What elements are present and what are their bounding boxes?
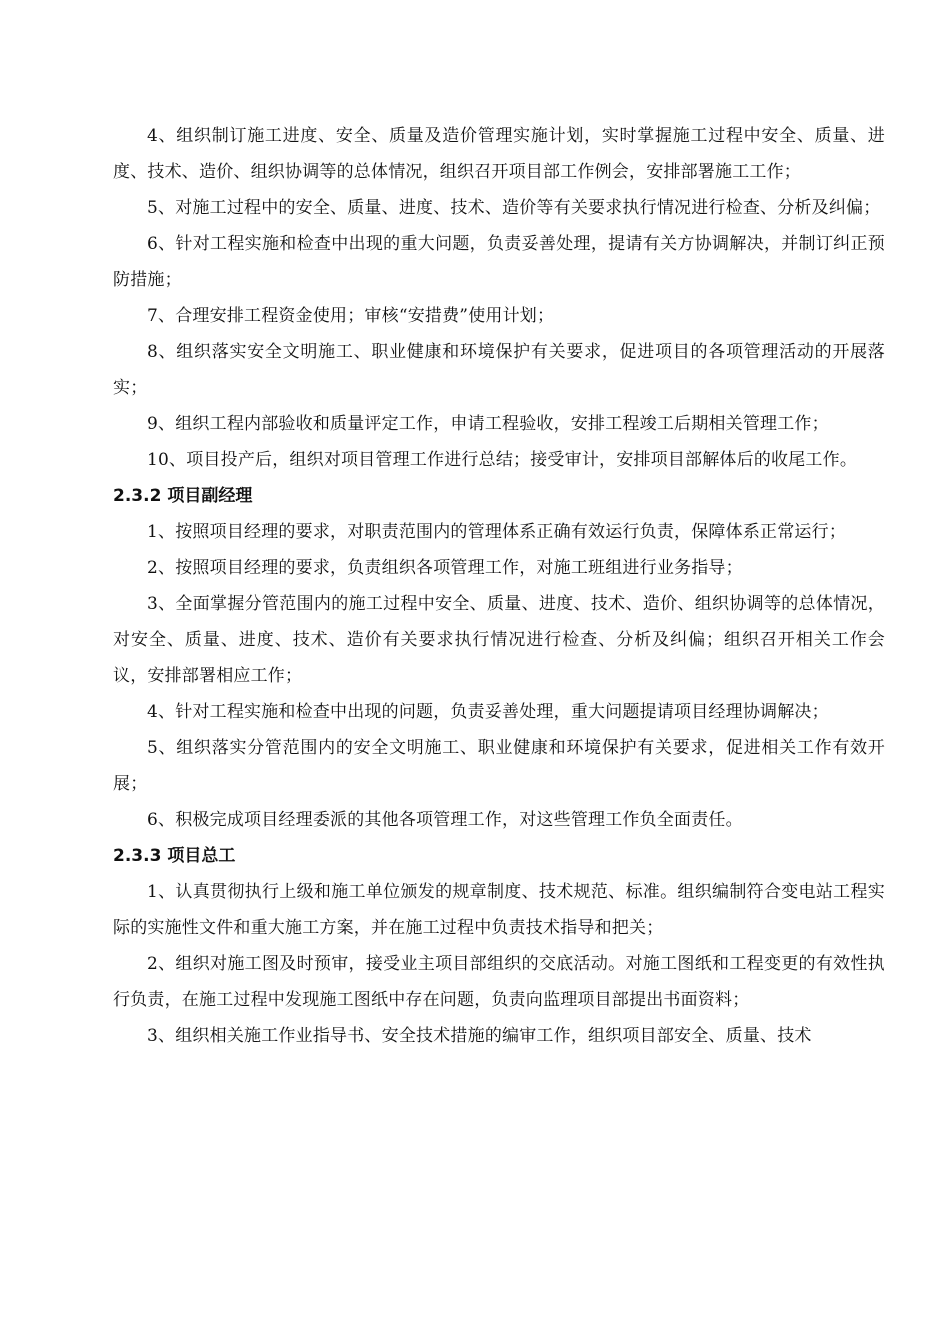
paragraph: 3、全面掌握分管范围内的施工过程中安全、质量、进度、技术、造价、组织协调等的总体情况，对安全、质量、进度、技术、造价有关要求执行情况进行检查、分析及纠偏；组织召开相关工作会议，安排部署相应工作； — [113, 594, 885, 686]
document-body — [113, 118, 885, 1054]
section-deputy-manager — [113, 478, 885, 838]
section-heading: 2.3.3 项目总工 — [113, 846, 236, 866]
paragraph: 2、组织对施工图及时预审，接受业主项目部组织的交底活动。对施工图纸和工程变更的有效性执行负责，在施工过程中发现施工图纸中存在问题，负责向监理项目部提出书面资料； — [113, 954, 885, 1010]
paragraph: 8、组织落实安全文明施工、职业健康和环境保护有关要求，促进项目的各项管理活动的开展落实； — [113, 342, 885, 398]
paragraph: 5、组织落实分管范围内的安全文明施工、职业健康和环境保护有关要求，促进相关工作有效开展； — [113, 738, 885, 794]
paragraph: 1、认真贯彻执行上级和施工单位颁发的规章制度、技术规范、标准。组织编制符合变电站工程实际的实施性文件和重大施工方案，并在施工过程中负责技术指导和把关； — [113, 882, 885, 938]
paragraph: 3、组织相关施工作业指导书、安全技术措施的编审工作，组织项目部安全、质量、技术 — [147, 1026, 812, 1046]
paragraph: 1、按照项目经理的要求，对职责范围内的管理体系正确有效运行负责，保障体系正常运行； — [147, 522, 847, 542]
paragraph: 4、组织制订施工进度、安全、质量及造价管理实施计划，实时掌握施工过程中安全、质量、进度、技术、造价、组织协调等的总体情况，组织召开项目部工作例会，安排部署施工工作； — [113, 126, 885, 182]
paragraph: 10、项目投产后，组织对项目管理工作进行总结；接受审计，安排项目部解体后的收尾工作。 — [147, 450, 858, 470]
paragraph: 6、积极完成项目经理委派的其他各项管理工作，对这些管理工作负全面责任。 — [147, 810, 743, 830]
paragraph: 6、针对工程实施和检查中出现的重大问题，负责妥善处理，提请有关方协调解决，并制订纠正预防措施； — [113, 234, 885, 290]
paragraph: 7、合理安排工程资金使用；审核“安措费”使用计划； — [147, 306, 555, 326]
section-heading: 2.3.2 项目副经理 — [113, 486, 253, 506]
paragraph: 4、针对工程实施和检查中出现的问题，负责妥善处理，重大问题提请项目经理协调解决； — [147, 702, 829, 722]
paragraph: 2、按照项目经理的要求，负责组织各项管理工作，对施工班组进行业务指导； — [147, 558, 743, 578]
section-project-manager — [113, 118, 885, 478]
paragraph: 5、对施工过程中的安全、质量、进度、技术、造价等有关要求执行情况进行检查、分析及纠偏； — [147, 198, 881, 218]
section-chief-engineer — [113, 838, 885, 1054]
paragraph: 9、组织工程内部验收和质量评定工作，申请工程验收，安排工程竣工后期相关管理工作； — [147, 414, 829, 434]
